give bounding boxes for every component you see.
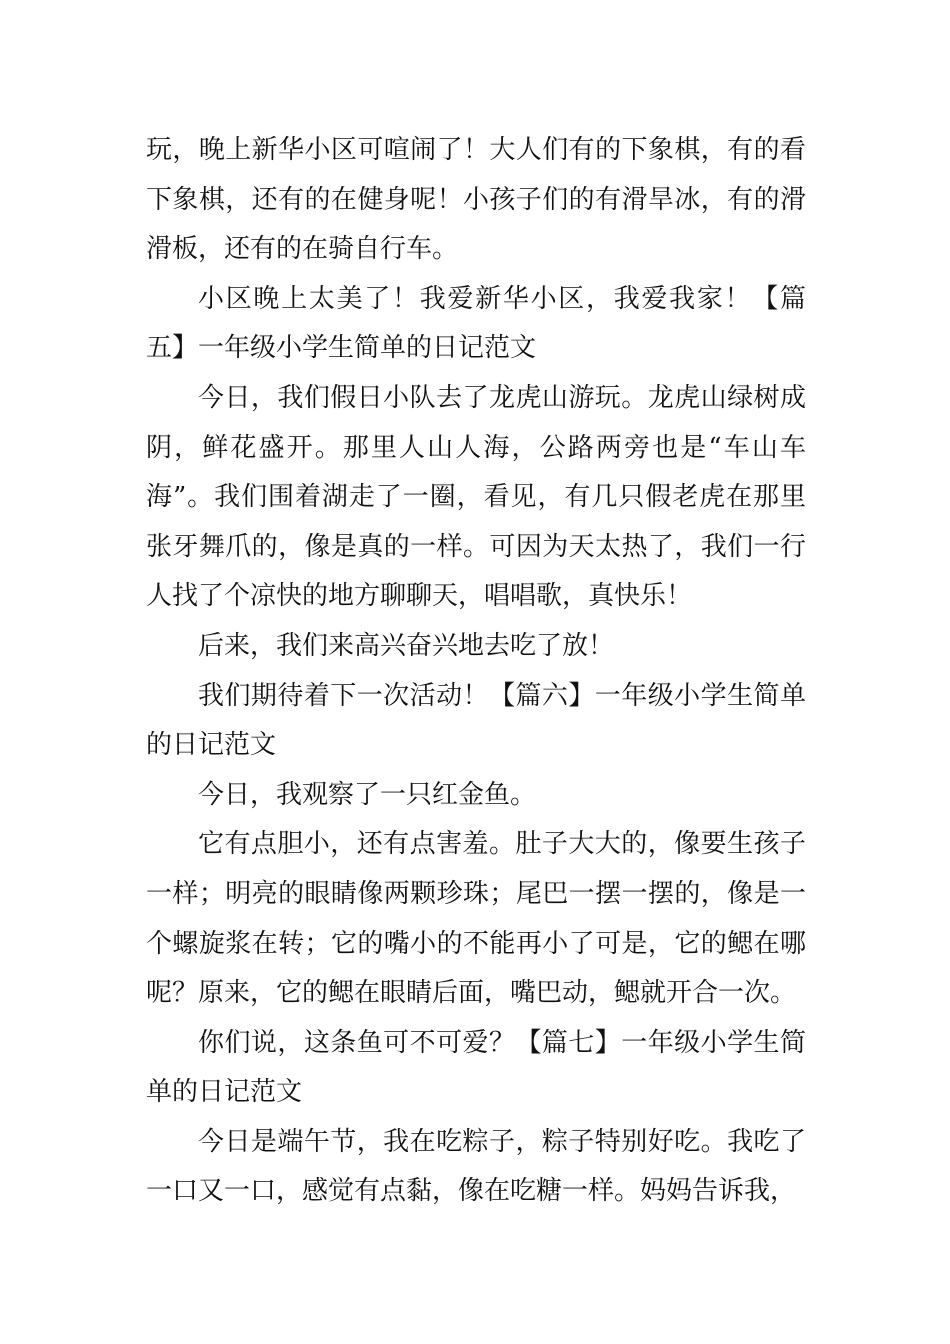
paragraph-longhu-mountain: 今日，我们假日小队去了龙虎山游玩。龙虎山绿树成阴，鲜花盛开。那里人山人海，公路两旁也是“车山车海”。我们围着湖走了一圈，看见，有几只假老虎在那里张牙舞爪的，像是真的一样。可因为天太热了，我们一行人找了个凉快的地方聊聊天，唱唱歌，真快乐！ bbox=[146, 382, 806, 612]
paragraph-chapter-seven-heading: 你们说，这条鱼可不可爱？【篇七】一年级小学生简单的日记范文 bbox=[146, 1027, 806, 1108]
paragraph-chapter-five-heading: 小区晚上太美了！我爱新华小区，我爱我家！【篇五】一年级小学生简单的日记范文 bbox=[146, 283, 806, 364]
paragraph-afterwards: 后来，我们来高兴奋兴地去吃了放！ bbox=[198, 630, 615, 661]
paragraph-dragon-boat-festival: 今日是端午节，我在吃粽子，粽子特别好吃。我吃了一口又一口，感觉有点黏，像在吃糖一样。妈妈告诉我， bbox=[146, 1126, 806, 1207]
paragraph-goldfish-intro: 今日，我观察了一只红金鱼。 bbox=[198, 779, 537, 810]
paragraph-continuation: 玩，晚上新华小区可喧闹了！大人们有的下象棋，有的看下象棋，还有的在健身呢！小孩子们的有滑旱冰，有的滑滑板，还有的在骑自行车。 bbox=[146, 135, 806, 265]
paragraph-chapter-six-heading: 我们期待着下一次活动！【篇六】一年级小学生简单的日记范文 bbox=[146, 680, 806, 761]
paragraph-goldfish-description: 它有点胆小，还有点害羞。肚子大大的，像要生孩子一样；明亮的眼睛像两颗珍珠；尾巴一摆一摆的，像是一个螺旋浆在转；它的嘴小的不能再小了可是，它的鳃在哪呢？原来，它的鳃在眼睛后面，嘴巴动，鳃就开合一次。 bbox=[146, 829, 806, 1009]
document-page bbox=[146, 126, 806, 1217]
